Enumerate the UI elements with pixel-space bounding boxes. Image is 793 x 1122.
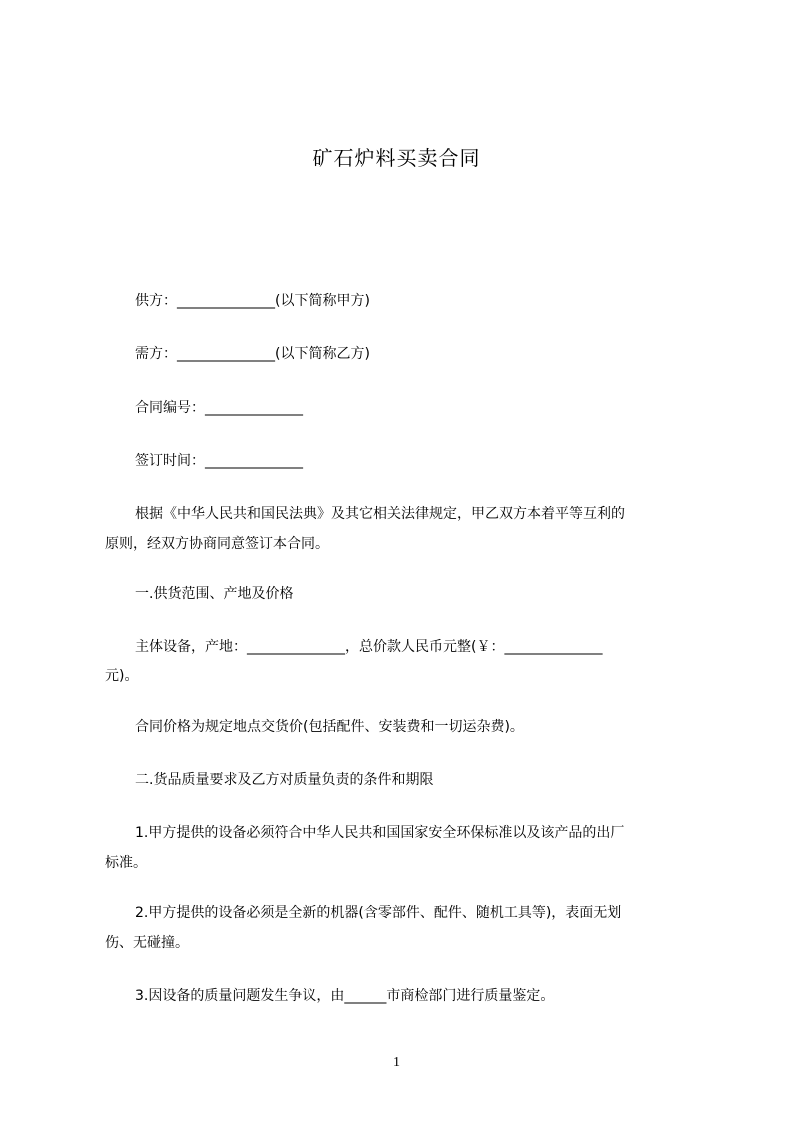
section2-item1-line-2: 标准。: [105, 855, 147, 871]
section1-paragraph2: 合同价格为规定地点交货价(包括配件、安装费和一切运杂费)。: [135, 719, 524, 735]
section1-paragraph1-line-2: 元)。: [105, 668, 139, 684]
section2-item2-line-2: 伤、无碰撞。: [105, 935, 189, 951]
section1-paragraph1-line-1: 主体设备，产地：______________，总价款人民币元整(￥：______________: [135, 639, 603, 655]
sign-date-line: 签订时间：______________: [135, 453, 303, 469]
document-title: 矿石炉料买卖合同: [312, 146, 481, 170]
buyer-line: 需方：______________(以下简称乙方): [135, 346, 370, 362]
section2-item1-line-1: 1.甲方提供的设备必须符合中华人民共和国国家安全环保标准以及该产品的出厂: [135, 825, 625, 841]
intro-paragraph-line-2: 原则，经双方协商同意签订本合同。: [105, 536, 329, 552]
supplier-line: 供方：______________(以下简称甲方): [135, 293, 370, 309]
section2-item3: 3.因设备的质量问题发生争议，由______市商检部门进行质量鉴定。: [135, 988, 555, 1004]
intro-paragraph-line-1: 根据《中华人民共和国民法典》及其它相关法律规定，甲乙双方本着平等互利的: [135, 506, 625, 522]
section2-heading: 二.货品质量要求及乙方对质量负责的条件和期限: [135, 772, 434, 788]
section2-item2-line-1: 2.甲方提供的设备必须是全新的机器(含零部件、配件、随机工具等)，表面无划: [135, 905, 622, 921]
contract-number-line: 合同编号：______________: [135, 400, 303, 416]
section1-heading: 一.供货范围、产地及价格: [135, 586, 294, 602]
page-number: 1: [393, 1055, 400, 1070]
